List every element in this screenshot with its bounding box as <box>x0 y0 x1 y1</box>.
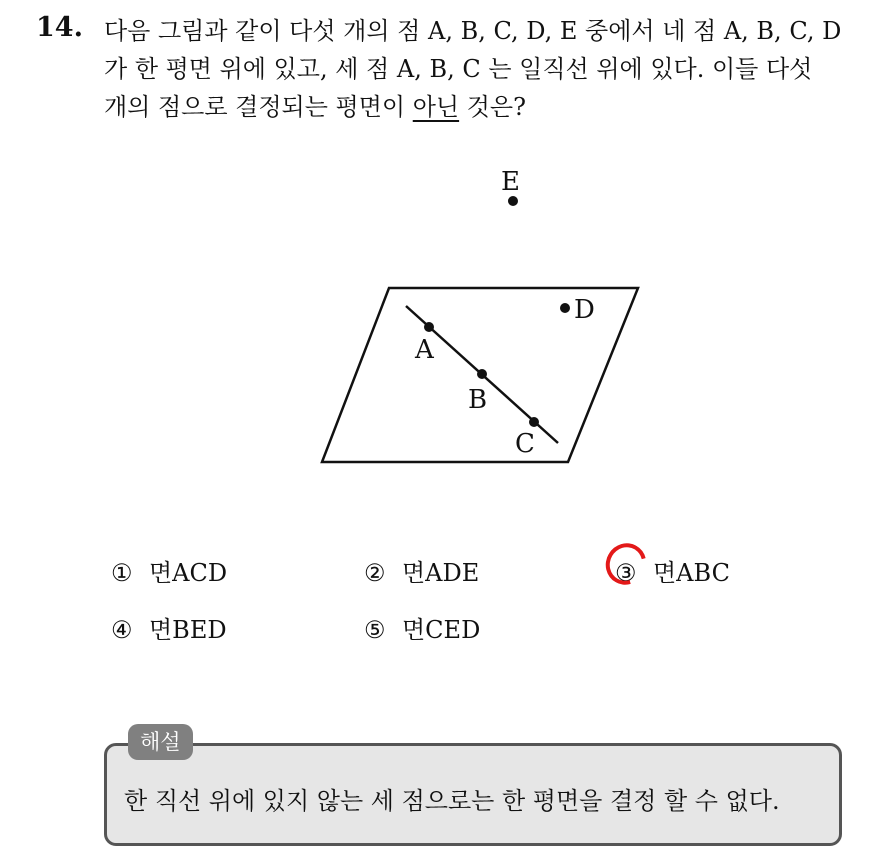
choice-2-mark: ② <box>364 559 386 587</box>
choice-4[interactable] <box>111 610 227 645</box>
point-d <box>560 303 570 313</box>
solution-text: 한 직선 위에 있지 않는 세 점으로는 한 평면을 결정 할 수 없다. <box>124 787 780 815</box>
choice-5-mark: ⑤ <box>364 616 386 644</box>
question-number: 14. <box>36 12 83 43</box>
choice-2[interactable] <box>364 553 479 588</box>
choice-5[interactable] <box>364 610 480 645</box>
question-line-3-start: 개의 점으로 결정되는 평면이 <box>104 93 413 121</box>
choice-3-text: 면ABC <box>653 559 730 587</box>
label-d: D <box>574 295 595 325</box>
label-e: E <box>501 167 520 197</box>
choice-4-text: 면BED <box>149 616 227 644</box>
label-a: A <box>415 335 434 365</box>
label-c: C <box>515 429 535 459</box>
point-b <box>477 369 487 379</box>
solution-tag: 해설 <box>128 724 193 760</box>
choice-2-text: 면ADE <box>402 559 480 587</box>
choice-3-mark: ③ <box>615 559 637 587</box>
choice-5-text: 면CED <box>402 616 481 644</box>
point-e <box>508 196 518 206</box>
point-a <box>424 322 434 332</box>
question-line-3-end: 것은? <box>459 93 526 121</box>
choice-1[interactable] <box>111 553 227 588</box>
choice-4-mark: ④ <box>111 616 133 644</box>
point-c <box>529 417 539 427</box>
underlined-word: 아닌 <box>412 93 460 121</box>
question-line-1: 다음 그림과 같이 다섯 개의 점 A, B, C, D, E 중에서 네 점 A, B, C, D <box>104 17 842 45</box>
choice-1-mark: ① <box>111 559 133 587</box>
label-b: B <box>468 385 488 415</box>
question-line-2: 가 한 평면 위에 있고, 세 점 A, B, C 는 일직선 위에 있다. 이들 다섯 <box>104 55 813 83</box>
choice-1-text: 면ACD <box>149 559 228 587</box>
